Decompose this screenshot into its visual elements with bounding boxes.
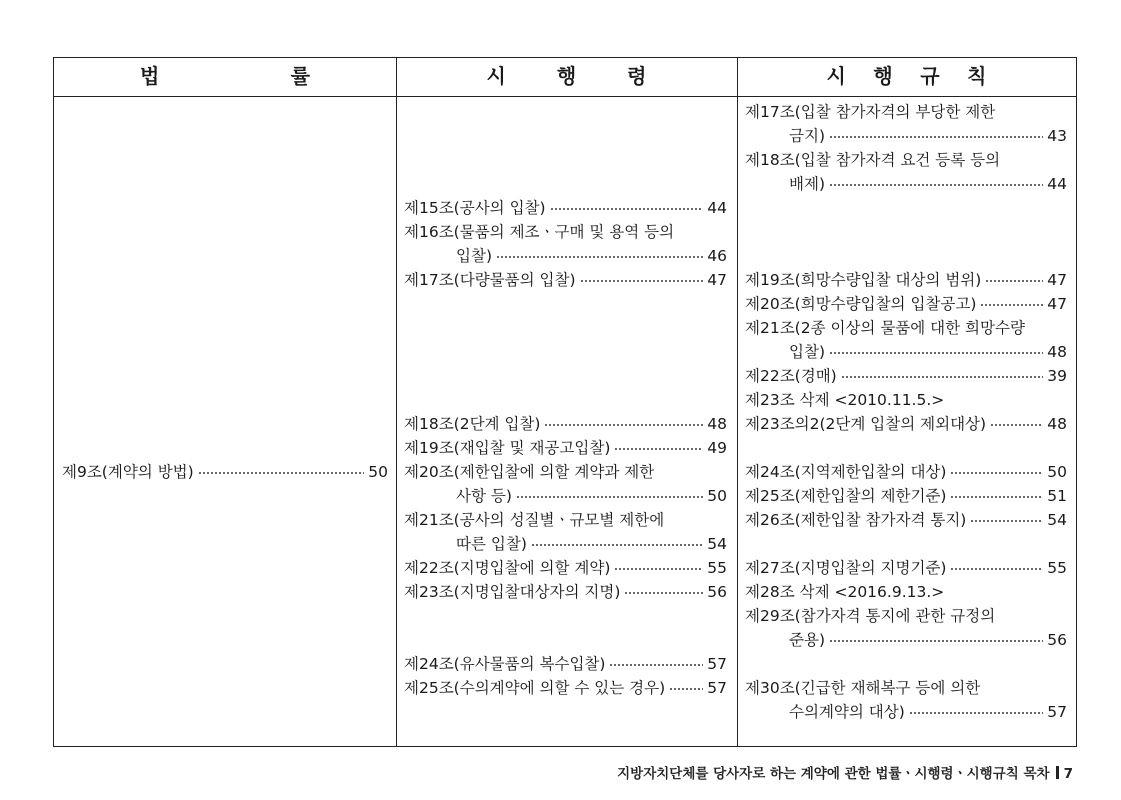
footer-separator	[1056, 766, 1059, 779]
dot-leader	[580, 280, 704, 282]
entry-title-line1: 제18조(입찰 참가자격 요건 등록 등의	[745, 151, 1001, 169]
dot-leader	[624, 592, 703, 594]
entry-title-line2: 입찰)	[789, 343, 825, 361]
entry-title: 제23조의2(2단계 입찰의 제외대상)	[745, 415, 987, 433]
page-footer	[617, 762, 1073, 782]
dot-leader	[985, 280, 1043, 282]
dot-leader	[614, 568, 703, 570]
dot-leader	[909, 712, 1043, 714]
dot-leader	[669, 688, 703, 690]
entry-page-number: 55	[707, 559, 727, 577]
page-number: 7	[1063, 766, 1073, 782]
dot-leader	[829, 184, 1043, 186]
entry-title-line2: 준용)	[789, 631, 825, 649]
dot-leader	[609, 664, 703, 666]
entry-page-number: 48	[707, 415, 727, 433]
entry-page-number: 47	[1047, 271, 1067, 289]
entry-page-number: 46	[707, 247, 727, 265]
deleted-article-text: 제23조 삭제 <2010.11.5.>	[745, 391, 945, 409]
entry-title: 제27조(지명입찰의 지명기준)	[745, 559, 947, 577]
dot-leader	[544, 424, 703, 426]
dot-leader	[829, 352, 1043, 354]
entry-title: 제19조(재입찰 및 재공고입찰)	[404, 439, 611, 457]
entry-title: 제23조(지명입찰대상자의 지명)	[404, 583, 621, 601]
header-rule-label: 시 행 규 칙	[826, 64, 987, 88]
entry-title: 제15조(공사의 입찰)	[404, 199, 546, 217]
entry-page-number: 54	[1047, 511, 1067, 529]
entry-page-number: 49	[707, 439, 727, 457]
toc-table	[53, 57, 1077, 747]
entry-title: 제26조(제한입찰 참가자격 통지)	[745, 511, 967, 529]
law-column	[62, 97, 388, 746]
entry-title-line1: 제21조(2종 이상의 물품에 대한 희망수량	[745, 319, 1025, 337]
entry-title: 제25조(수의계약에 의할 수 있는 경우)	[404, 679, 666, 697]
entry-page-number: 56	[1047, 631, 1067, 649]
dot-leader	[950, 496, 1043, 498]
rule-column	[745, 97, 1067, 746]
entry-page-number: 47	[707, 271, 727, 289]
entry-title: 제18조(2단계 입찰)	[404, 415, 541, 433]
entry-page-number: 54	[707, 535, 727, 553]
entry-title-line1: 제21조(공사의 성질별ㆍ규모별 제한에	[404, 511, 665, 529]
entry-title: 제22조(지명입찰에 의할 계약)	[404, 559, 611, 577]
entry-page-number: 55	[1047, 559, 1067, 577]
entry-title: 제17조(다량물품의 입찰)	[404, 271, 576, 289]
entry-page-number: 43	[1047, 127, 1067, 145]
entry-page-number: 50	[368, 463, 388, 481]
entry-page-number: 56	[707, 583, 727, 601]
column-divider	[396, 58, 397, 746]
dot-leader	[950, 472, 1043, 474]
entry-page-number: 39	[1047, 367, 1067, 385]
entry-title-line2: 입찰)	[456, 247, 492, 265]
header-law-label: 법 률	[140, 64, 310, 88]
dot-leader	[950, 568, 1043, 570]
dot-leader	[841, 376, 1044, 378]
entry-title-line1: 제20조(제한입찰에 의할 계약과 제한	[404, 463, 655, 481]
decree-column	[404, 97, 727, 746]
dot-leader	[531, 544, 703, 546]
entry-title: 제22조(경매)	[745, 367, 837, 385]
entry-page-number: 44	[1047, 175, 1067, 193]
entry-title-line1: 제29조(참가자격 통지에 관한 규정의	[745, 607, 996, 625]
entry-page-number: 50	[707, 487, 727, 505]
entry-page-number: 47	[1047, 295, 1067, 313]
entry-page-number: 57	[1047, 703, 1067, 721]
entry-title: 제19조(희망수량입찰 대상의 범위)	[745, 271, 982, 289]
entry-title: 제20조(희망수량입찰의 입찰공고)	[745, 295, 977, 313]
entry-title: 제24조(유사물품의 복수입찰)	[404, 655, 606, 673]
entry-title-line2: 배제)	[789, 175, 825, 193]
header-law	[54, 58, 396, 95]
entry-title-line2: 수의계약의 대상)	[789, 703, 905, 721]
entry-page-number: 50	[1047, 463, 1067, 481]
dot-leader	[970, 520, 1043, 522]
entry-page-number: 48	[1047, 343, 1067, 361]
header-decree	[396, 58, 737, 95]
dot-leader	[198, 472, 365, 474]
entry-title-line2: 따른 입찰)	[456, 535, 527, 553]
entry-title-line2: 금지)	[789, 127, 825, 145]
entry-title: 제9조(계약의 방법)	[62, 463, 194, 481]
entry-title-line2: 사항 등)	[456, 487, 512, 505]
table-header	[54, 58, 1076, 97]
deleted-article-text: 제28조 삭제 <2016.9.13.>	[745, 583, 945, 601]
entry-title-line1: 제17조(입찰 참가자격의 부당한 제한	[745, 103, 996, 121]
dot-leader	[980, 304, 1043, 306]
entry-page-number: 44	[707, 199, 727, 217]
header-rule	[737, 58, 1076, 95]
column-divider	[737, 58, 738, 746]
footer-title: 지방자치단체를 당사자로 하는 계약에 관한 법률ㆍ시행령ㆍ시행규칙 목차	[617, 766, 1050, 782]
entry-title: 제25조(제한입찰의 제한기준)	[745, 487, 947, 505]
dot-leader	[496, 256, 703, 258]
dot-leader	[550, 208, 704, 210]
dot-leader	[516, 496, 703, 498]
entry-title: 제24조(지역제한입찰의 대상)	[745, 463, 947, 481]
entry-page-number: 57	[707, 655, 727, 673]
header-decree-label: 시 행 령	[486, 64, 647, 88]
entry-page-number: 57	[707, 679, 727, 697]
dot-leader	[829, 136, 1043, 138]
entry-title-line1: 제16조(물품의 제조ㆍ구매 및 용역 등의	[404, 223, 675, 241]
dot-leader	[614, 448, 703, 450]
dot-leader	[829, 640, 1043, 642]
entry-page-number: 48	[1047, 415, 1067, 433]
dot-leader	[990, 424, 1043, 426]
entry-title-line1: 제30조(긴급한 재해복구 등에 의한	[745, 679, 981, 697]
entry-page-number: 51	[1047, 487, 1067, 505]
